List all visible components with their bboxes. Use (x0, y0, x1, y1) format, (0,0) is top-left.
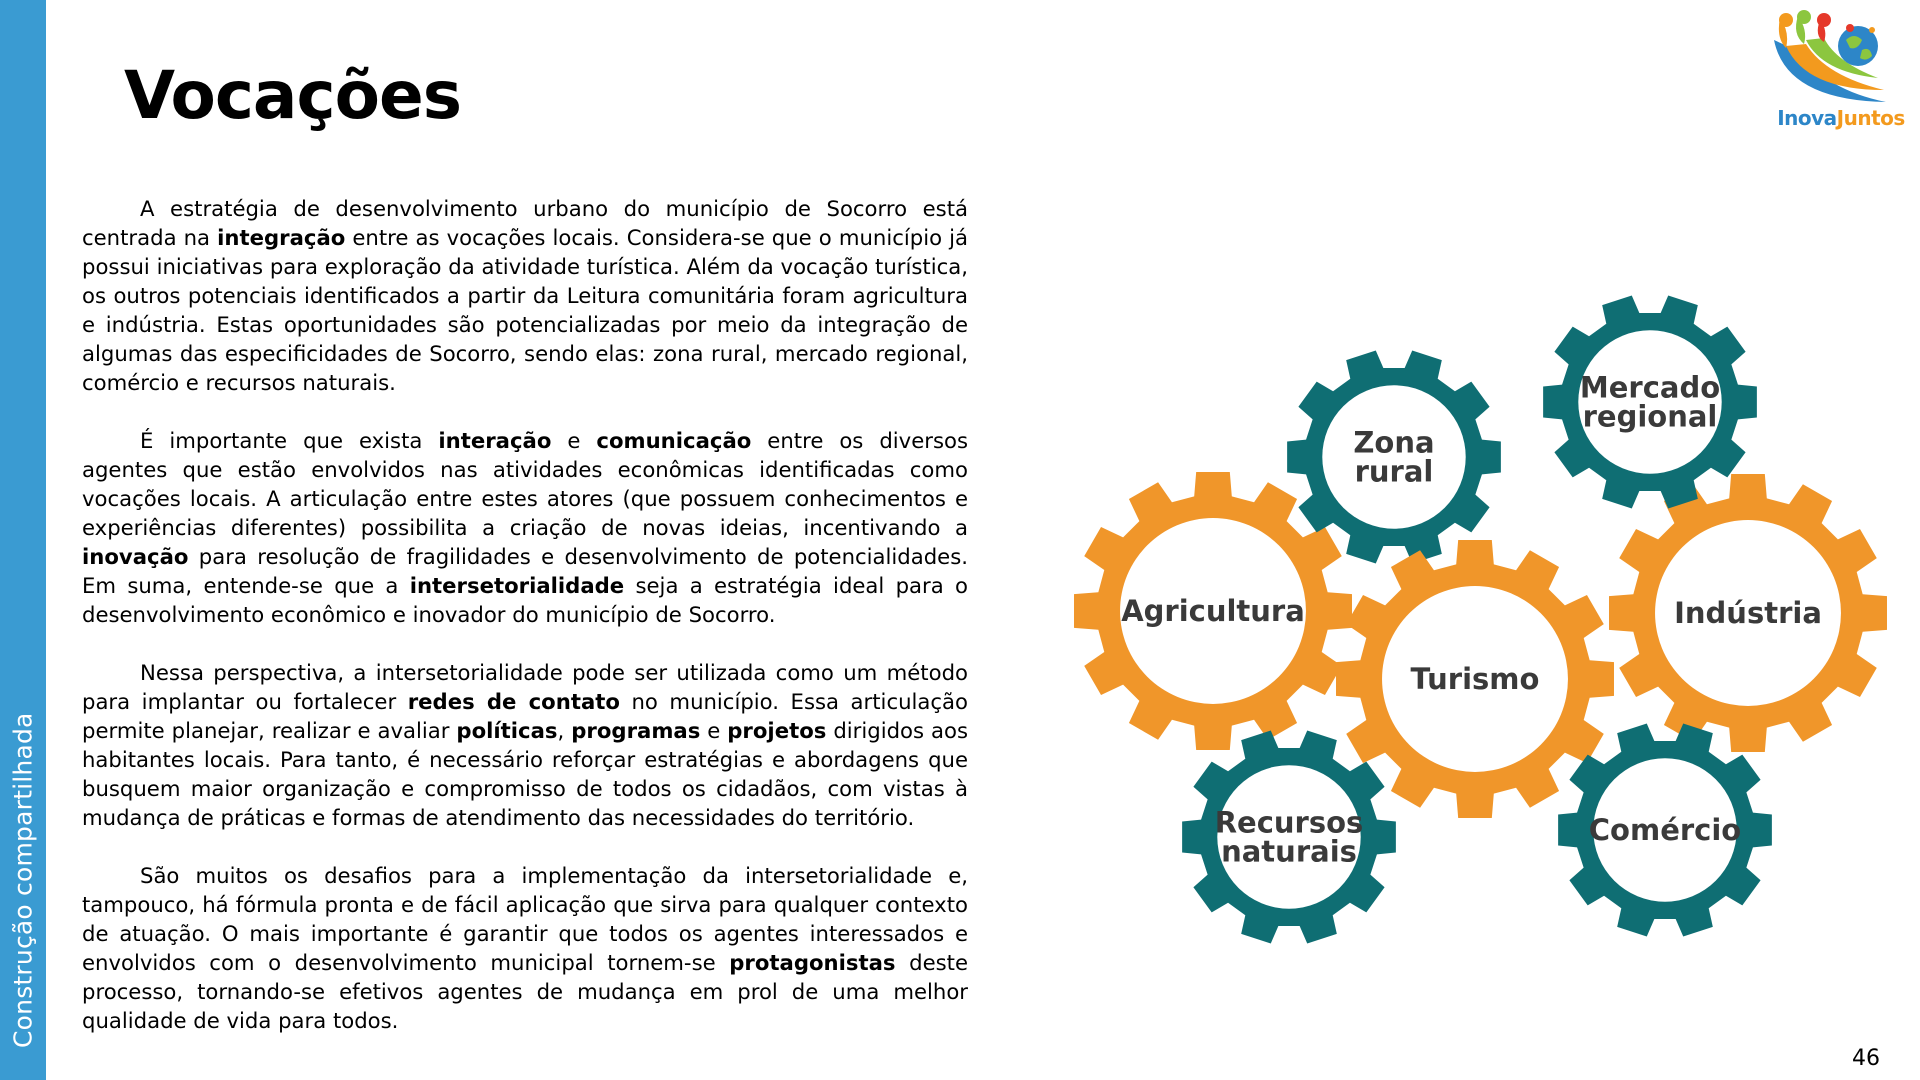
vocations-gears-diagram (1060, 286, 1900, 946)
gear-label: Mercado regional (1579, 370, 1721, 434)
paragraph: É importante que exista interação e comunicação entre os diversos agentes que estão envolvidos nas atividades econômicas identificadas como vocações locais. A articulação entre estes atores (que possuem conhecimentos e experiências diferentes) possibilita a criação de novas ideias, incentivando a inovação para resolução de fragilidades e desenvolvimento de potencialidades. Em suma, entende-se que a intersetorialidade seja a estratégia ideal para o desenvolvimento econômico e inovador do município de Socorro. (82, 428, 968, 627)
logo (1766, 10, 1920, 140)
gear-label: Indústria (1674, 596, 1822, 631)
gear-mercado-regional (1543, 296, 1757, 509)
paragraph: Nessa perspectiva, a intersetorialidade pode ser utilizada como um método para implantar ou fortalecer redes de contato no município. Essa articulação permite planejar, realizar e avaliar políticas, programas e projetos dirigidos aos habitantes locais. Para tanto, é necessário reforçar estratégias e abordagens que busquem maior organização e compromisso de todos os cidadãos, com vistas à mudança de práticas e formas de atendimento das necessidades do território. (82, 660, 968, 830)
logo-text: InovaJuntos (1777, 106, 1905, 130)
page-number: 46 (1852, 1046, 1880, 1071)
gear-label: Comércio (1588, 813, 1742, 848)
sidebar (0, 0, 46, 1080)
gear-label: Agricultura (1121, 594, 1305, 629)
page-title: Vocações (124, 57, 461, 134)
gear-label: Turismo (1410, 662, 1540, 697)
gear-industria (1609, 474, 1887, 752)
gear-label: Zona rural (1353, 425, 1435, 489)
body-text (82, 194, 968, 1064)
logo-graphic (1766, 10, 1920, 110)
gear-label: Recursos naturais (1214, 805, 1364, 869)
paragraph: A estratégia de desenvolvimento urbano do município de Socorro está centrada na integração entre as vocações locais. Considera-se que o município já possui iniciativas para exploração da atividade turística. Além da vocação turística, os outros potenciais identificados a partir da Leitura comunitária foram agricultura e indústria. Estas oportunidades são potencializadas por meio da integração de algumas das especificidades de Socorro, sendo elas: zona rural, mercado regional, comércio e recursos naturais. (82, 196, 968, 395)
sidebar-label: Construção compartilhada (8, 712, 38, 1048)
paragraph: São muitos os desafios para a implementação da intersetorialidade e, tampouco, há fórmula pronta e de fácil aplicação que sirva para qualquer contexto de atuação. O mais importante é garantir que todos os agentes interessados e envolvidos com o desenvolvimento municipal tornem-se protagonistas deste processo, tornando-se efetivos agentes de mudança em prol de uma melhor qualidade de vida para todos. (82, 863, 968, 1033)
